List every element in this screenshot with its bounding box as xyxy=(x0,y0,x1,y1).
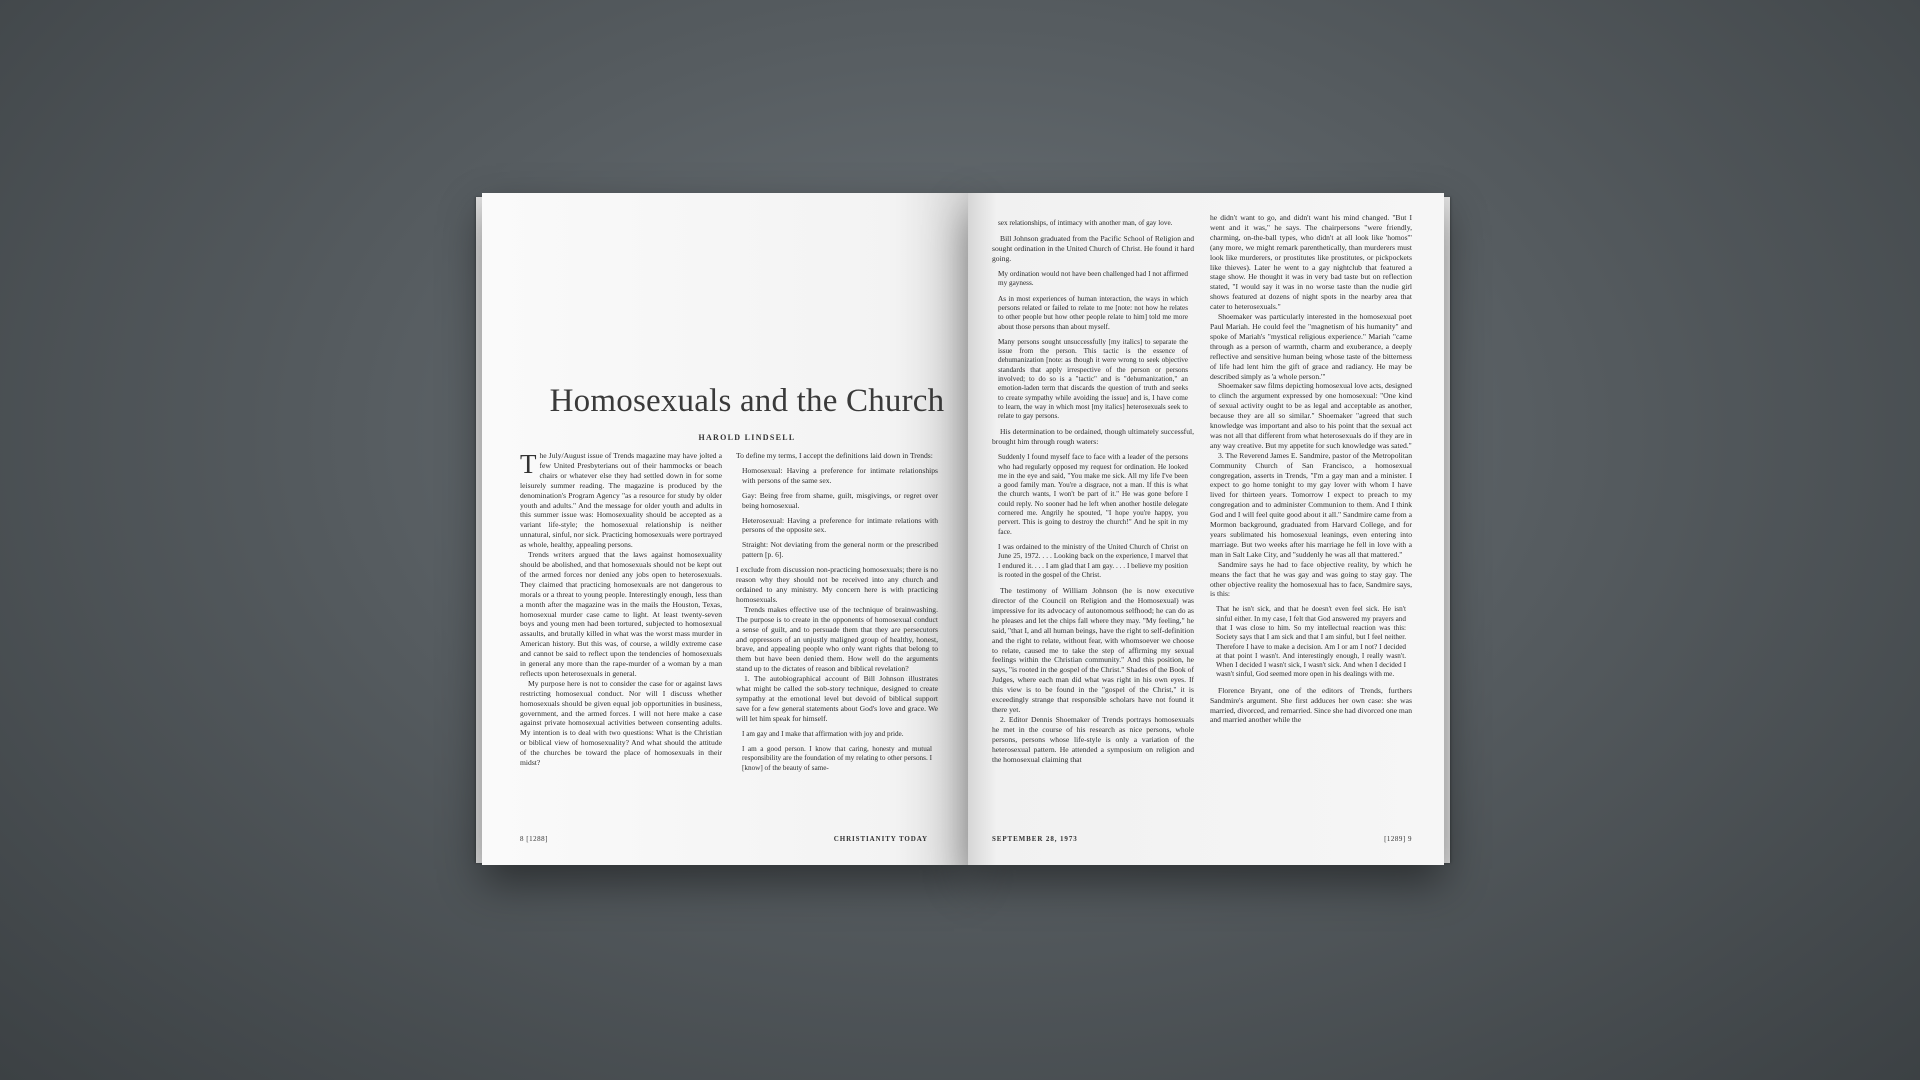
paragraph: I exclude from discussion non-practicing homosexuals; there is no reason why they should not be received into any church and ordained to any ministry. My concern here is with practicing homosexuals. xyxy=(736,565,938,604)
page-folio-left: 8 [1288] xyxy=(520,835,548,843)
article-title: Homosexuals and the Church xyxy=(549,383,945,419)
definition-item: Heterosexual: Having a preference for intimate relations with persons of the opposite sex. xyxy=(742,515,938,535)
paragraph: Trends makes effective use of the technique of brainwashing. The purpose is to create in the opponents of homosexual conduct a sense of guilt, and to persuade them that they are persecutors and oppressors of an unjustly maligned group of healthy, honest, brave, and appealing people who only want rights that belong to them but have been denied them. How well do the arguments stand up to the dictates of reason and biblical revelation? xyxy=(736,604,938,674)
paragraph: Shoemaker was particularly interested in the homosexual poet Paul Mariah. He could feel the "magnetism of his humanity" and spoke of Mariah's "mystical religious experience." Mariah "came through as a person of warmth, charm and exuberance, a deeply reflective and sensitive human being whose taste of the bitterness of life had lent him the gift of grace and radiancy. He may be described simply as 'a whole person.'" xyxy=(1210,312,1412,381)
issue-date-footer: SEPTEMBER 28, 1973 xyxy=(992,835,1078,843)
paragraph: Sandmire says he had to face objective reality, by which he means the fact that he was gay and was going to stay gay. The other objective reality the homosexual has to face, Sandmire says, is this: xyxy=(1210,559,1412,599)
paragraph: Florence Bryant, one of the editors of Trends, furthers Sandmire's argument. She first adduces her own case: she was married, divorced, and remarried. Since she had divorced one man and married another while the xyxy=(1210,685,1412,725)
block-quote: I am a good person. I know that caring, honesty and mutual responsibility are the foundation of my relating to other persons. I [know] of the beauty of same- xyxy=(742,744,932,772)
block-quote: As in most experiences of human interaction, the ways in which persons related or failed to relate to me [note: not how he relates to other people but how other people relate to him] told me more about those persons than about myself. xyxy=(998,294,1188,331)
right-column-2 xyxy=(1210,213,1412,831)
block-quote: That he isn't sick, and that he doesn't even feel sick. He isn't sinful either. In my case, I felt that God answered my prayers and that I was close to him. So my intellectual reaction was this: Society says that I am sick and that I am sinful, but I feel neither. Therefore I have to make a decision. Am I or am I not? I decided at that point I wasn't. And interestingly enough, I really wasn't. When I decided I wasn't sick, I wasn't sick. And when I decided I wasn't sinful, God seemed more open in his dealings with me. xyxy=(1216,605,1406,679)
drop-cap: T xyxy=(520,451,537,479)
left-page xyxy=(482,193,968,865)
magazine-spread xyxy=(482,193,1444,865)
definition-item: Gay: Being free from shame, guilt, misgivings, or regret over being homosexual. xyxy=(742,490,938,510)
definitions-intro: To define my terms, I accept the definitions laid down in Trends: xyxy=(736,451,933,460)
paragraph: he didn't want to go, and didn't want his mind changed. "But I went and it was," he says. The chairpersons "were friendly, charming, on-the-ball types, who didn't at all look like 'homos'" (any more, we might remark parenthetically, than murderers must look like murderers, or prostitutes like prostitutes, or pickpockets like thieves). Later he went to a gay nightclub that featured a stage show. He thought it was in very bad taste but on reflection stated, "I would say it was in no worse taste than the nudie girl shows featured at dozens of night spots in the nearby area that cater to heterosexuals." xyxy=(1210,213,1412,312)
page-folio-right: [1289] 9 xyxy=(1384,835,1412,843)
paragraph: Trends writers argued that the laws against homosexuality should be abolished, and that homosexuals should not be kept out of the armed forces nor denied any jobs open to heterosexuals. They claimed that practicing homosexuals are not dangerous to morals or a threat to young people. Interestingly enough, less than a month after the magazine was in the mails the Houston, Texas, homosexual murder case came to light. At least twenty-seven boys and young men had been tortured, subjected to homosexual assaults, and brutally killed in what was the worst mass murder in American history. But this was, of course, a wildly extreme case and cannot be said to reflect upon the tendencies of homosexuals in general any more than the rape-murder of a woman by a man reflects upon heterosexuals in general. xyxy=(520,550,722,678)
paragraph: My purpose here is not to consider the case for or against laws restricting homosexual conduct. Nor will I discuss whether homosexuals should be given equal job opportunities in business, government, and the armed forces. I will not here make a case against private homosexual activities between consenting adults. My intention is to deal with two questions: What is the Christian or biblical view of homosexuality? And what should the attitude of the churches be toward the place of homosexuals in their midst? xyxy=(520,678,722,768)
paragraph: The testimony of William Johnson (he is now executive director of the Council on Religion and the Homosexual) was impressive for its advocacy of autonomous selfhood; he can do as he pleases and let the chips fall where they may. "My feeling," he said, "that I, and all human beings, have the right to self-definition and the right to relate, without fear, with whomsoever we choose to relate, caused me to take the step of affirming my sexual feelings within the Christian community." And this position, he says, "is rooted in the gospel of the Christ." Shades of the Book of Judges, where each man did what was right in his own eyes. If this view is to be found in the "gospel of the Christ," it is exceedingly strange that responsible scholars have not found it there yet. xyxy=(992,586,1194,715)
block-quote: Suddenly I found myself face to face with a leader of the persons who had regularly opposed my request for ordination. He looked me in the eye and said, "You make me sick. All my life I've been a good family man. You're a disgrace, not a man. If this is what the church wants, I won't be part of it." He was gone before I could reply. No sooner had he left when another hostile delegate cornered me. Angrily he spouted, "I hope you're happy, you pervert. This is going to destroy the church!" And he spit in my face. xyxy=(998,453,1188,536)
block-quote: My ordination would not have been challenged had I not affirmed my gayness. xyxy=(998,270,1188,288)
article-byline: HAROLD LINDSELL xyxy=(698,433,796,442)
definition-item: Homosexual: Having a preference for intimate relationships with persons of the same sex. xyxy=(742,465,938,485)
lead-paragraph-text: he July/August issue of Trends magazine may have jolted a few United Presbyterians out of their hammocks or beach chairs or whatever else they had settled down in for some leisurely summer reading. The magazine is produced by the denomination's Program Agency "as a resource for study by older youth and adults." And the message for older youth and adults in this summer issue was: Homosexuality should be accepted as a variant life-style; the homosexual relationship is neither unnatural, sinful, nor sick. Practicing homosexuals were portrayed as whole, healthy, appealing persons. xyxy=(520,451,722,550)
paragraph: His determination to be ordained, though ultimately successful, brought him through rough waters: xyxy=(992,427,1194,447)
paragraph: 1. The autobiographical account of Bill Johnson illustrates what might be called the sob-story technique, designed to create sympathy at the emotional level but devoid of biblical support save for a few general statements about God's love and grace. We will let him speak for himself. xyxy=(736,674,938,723)
paragraph: 3. The Reverend James E. Sandmire, pastor of the Metropolitan Community Church of San Francisco, a homosexual congregation, asserts in Trends, "I'm a gay man and a minister. I expect to go home tonight to my gay lover with whom I have lived for thirteen years. Tomorrow I expect to preach to my congregation and to administer Communion to them. And I think God and I will feel quite good about it all." Sandmire came from a Mormon background, graduated from Harvard College, and for years sublimated his homosexual leanings, even entering into marriage. But two weeks after his marriage he fell in love with a man in Salt Lake City, and "suddenly he was all that mattered." xyxy=(1210,450,1412,559)
block-quote: sex relationships, of intimacy with another man, of gay love. xyxy=(998,219,1173,227)
right-column-1 xyxy=(992,213,1194,831)
left-column-1 xyxy=(520,451,722,831)
block-quote: I was ordained to the ministry of the United Church of Christ on June 25, 1972. . . . Looking back on the experience, I marvel that I endured it. . . . I am glad that I am gay. . . . I believe my position is rooted in the gospel of the Christ. xyxy=(998,542,1188,579)
paragraph: Bill Johnson graduated from the Pacific School of Religion and sought ordination in the United Church of Christ. He found it hard going. xyxy=(992,234,1194,264)
left-column-2 xyxy=(736,451,938,831)
right-page xyxy=(968,193,1444,865)
paragraph: Shoemaker saw films depicting homosexual love acts, designed to clinch the argument expressed by one homosexual: "One kind of sexual activity ought to be as legal and acceptable as another, because they are all so similar." Shoemaker "agreed that such knowledge was important and also to his point that the sexual act was not all that different from what heterosexuals do if they are in any way creative. But my appetite for such knowledge was sated." xyxy=(1210,381,1412,450)
block-quote: I am gay and I make that affirmation with joy and pride. xyxy=(742,729,904,738)
magazine-name-footer: CHRISTIANITY TODAY xyxy=(833,835,928,843)
lead-paragraph xyxy=(520,451,722,550)
paragraph: 2. Editor Dennis Shoemaker of Trends portrays homosexuals he met in the course of his research as nice persons, whole persons, persons whose life-style is only a variation of the heterosexual pattern. He attended a symposium on religion and the homosexual claiming that xyxy=(992,714,1194,764)
definition-item: Straight: Not deviating from the general norm or the prescribed pattern [p. 6]. xyxy=(742,540,938,560)
block-quote: Many persons sought unsuccessfully [my italics] to separate the issue from the person. This tactic is the essence of dehumanization [note: as though it were wrong to seek objective standards that apply irrespective of the person or persons involved; to do so is a "tactic" and is "dehumanization," an emotion-laden term that discards the question of truth and seeks to create sympathy while avoiding the issue] and is, I have come to learn, the way in which most [my italics] heterosexuals seek to relate to gay persons. xyxy=(998,337,1188,421)
